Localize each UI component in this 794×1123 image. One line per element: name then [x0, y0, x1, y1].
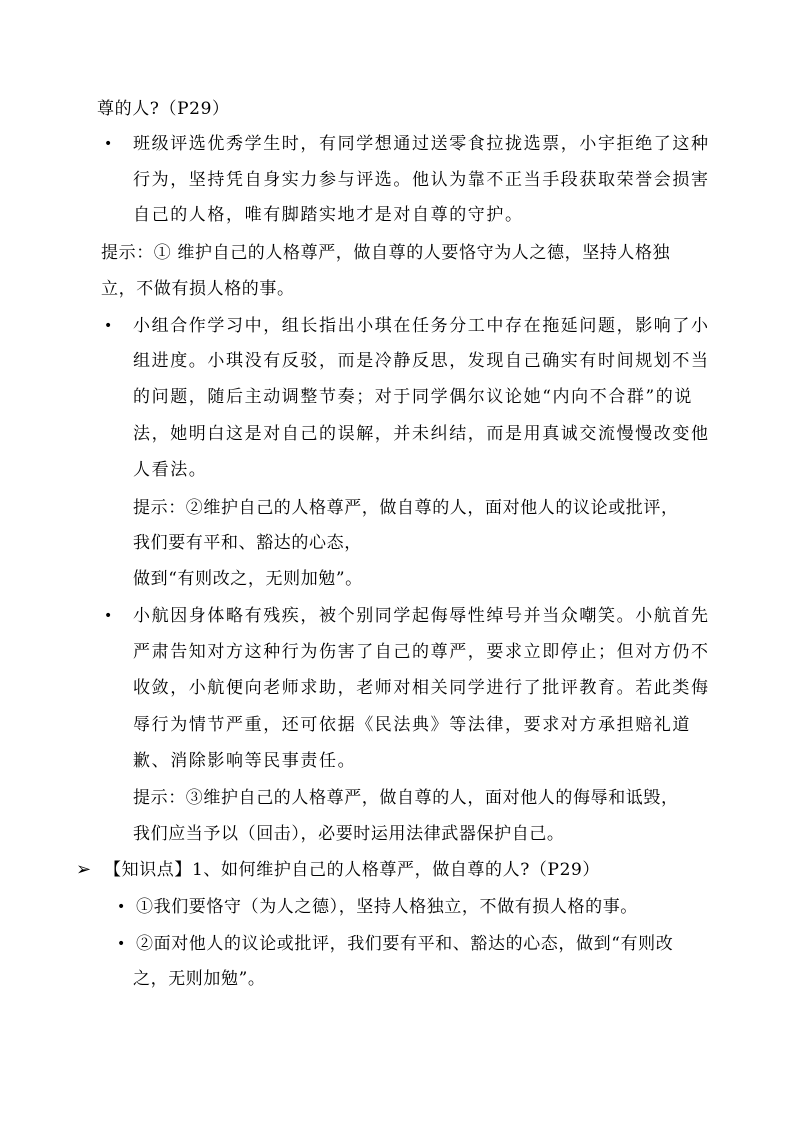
- case3-line-3: 收敛，小航便向老师求助，老师对相关同学进行了批评教育。若此类侮: [133, 678, 710, 698]
- case3-line-1: 小航因身体略有残疾，被个别同学起侮辱性绰号并当众嘲笑。小航首先: [133, 606, 710, 626]
- case1-hint-line-2: 立，不做有损人格的事。: [101, 279, 295, 299]
- case1-line-1: 班级评选优秀学生时，有同学想通过送零食拉拢选票，小宇拒绝了这种: [133, 134, 710, 154]
- case2-line-3: 的问题，随后主动调整节奏；对于同学偶尔议论她“内向不合群”的说: [133, 387, 693, 407]
- case1-line-2: 行为，坚持凭自身实力参与评选。他认为靠不正当手段获取荣誉会损害: [133, 170, 710, 190]
- case2-line-2: 组进度。小琪没有反驳，而是冷静反思，发现自己确实有时间规划不当: [133, 351, 710, 371]
- case2-line-1: 小组合作学习中，组长指出小琪在任务分工中存在拖延问题，影响了小: [133, 316, 710, 336]
- case2-line-4: 法，她明白这是对自己的误解，并未纠结，而是用真诚交流慢慢改变他: [133, 424, 710, 444]
- intro-line: 尊的人?（P29）: [97, 99, 230, 119]
- case2-hint-line-1: 提示：②维护自己的人格尊严，做自尊的人，面对他人的议论或批评，: [133, 498, 679, 518]
- case2-line-5: 人看法。: [133, 460, 208, 480]
- bullet-icon: •: [104, 318, 113, 334]
- case1-line-3: 自己的人格，唯有脚踏实地才是对自尊的守护。: [133, 205, 524, 225]
- case3-line-5: 歉、消除影响等民事责任。: [133, 751, 357, 771]
- bullet-icon: •: [104, 608, 113, 624]
- arrow-bullet-icon: ➢: [76, 859, 92, 880]
- bullet-icon: •: [117, 936, 126, 952]
- case2-hint-line-3: 做到“有则改之，无则加勉”。: [133, 569, 363, 589]
- bullet-icon: •: [104, 136, 113, 152]
- case3-line-4: 辱行为情节严重，还可依据《民法典》等法律，要求对方承担赔礼道: [133, 715, 691, 735]
- case3-hint-line-2: 我们应当予以（回击），必要时运用法律武器保护自己。: [133, 824, 565, 844]
- case1-hint-line-1: 提示：① 维护自己的人格尊严，做自尊的人要恪守为人之德，坚持人格独: [101, 243, 671, 263]
- knowledge-heading: 【知识点】1、如何维护自己的人格尊严，做自尊的人?（P29）: [104, 860, 600, 880]
- case3-hint-line-1: 提示：③维护自己的人格尊严，做自尊的人，面对他人的侮辱和诋毁，: [133, 788, 679, 808]
- knowledge-item-2-line-2: 之，无则加勉”。: [133, 969, 266, 989]
- bullet-icon: •: [117, 899, 126, 915]
- case2-hint-line-2: 我们要有平和、豁达的心态，: [133, 533, 362, 553]
- knowledge-item-2-line-1: ②面对他人的议论或批评，我们要有平和、豁达的心态，做到“有则改: [136, 934, 674, 954]
- knowledge-item-1: ①我们要恪守（为人之德），坚持人格独立，不做有损人格的事。: [136, 897, 638, 917]
- case3-line-2: 严肃告知对方这种行为伤害了自己的尊严，要求立即停止；但对方仍不: [133, 642, 710, 662]
